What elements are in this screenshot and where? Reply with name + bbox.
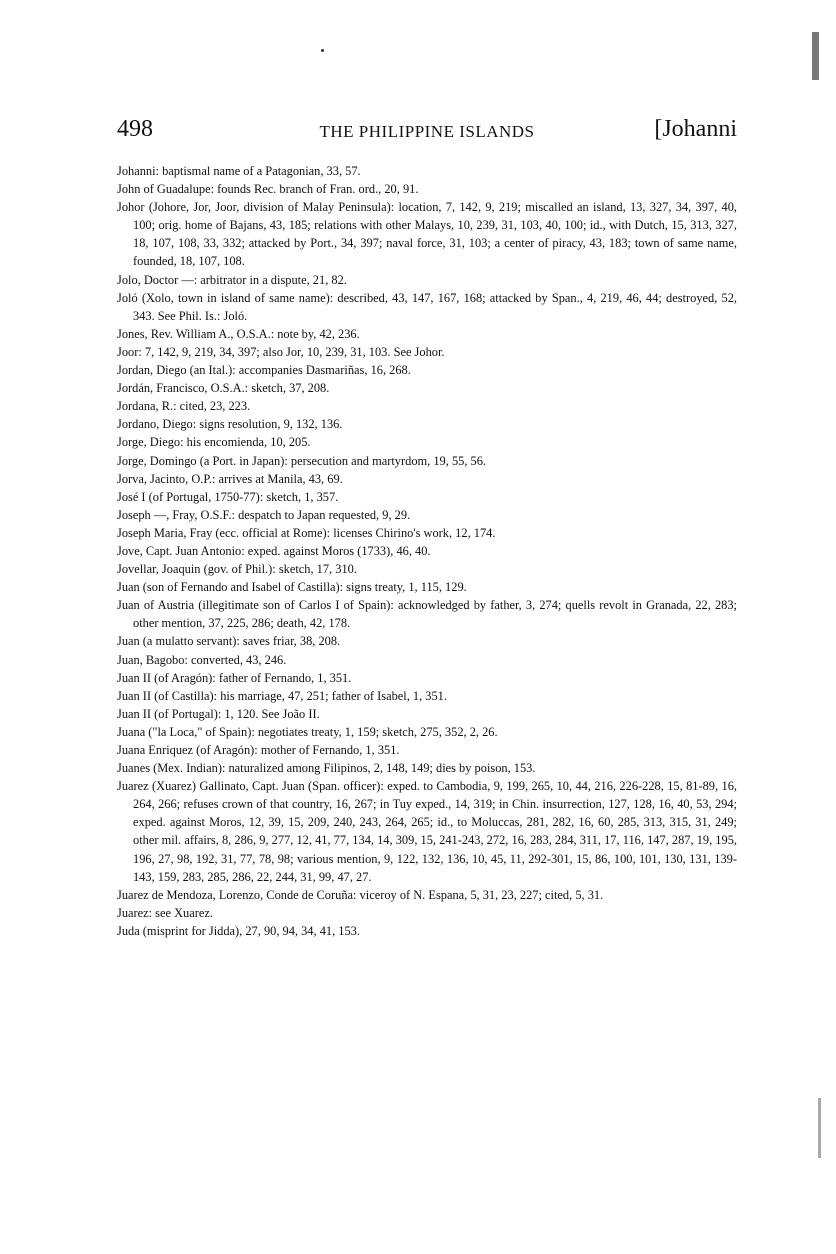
index-entry: Joseph Maria, Fray (ecc. official at Rome): licenses Chirino's work, 12, 174.	[117, 525, 496, 540]
index-entry: Juana Enriquez (of Aragón): mother of Fernando, 1, 351.	[117, 743, 400, 757]
index-entry: Jovellar, Joaquin (gov. of Phil.): sketch, 17, 310.	[117, 562, 357, 577]
index-entry: Juarez: see Xuarez.	[117, 905, 213, 920]
index-entry: Juana ("la Loca," of Spain): negotiates treaty, 1, 159; sketch, 275, 352, 2, 26.	[117, 724, 498, 739]
index-entry: Juan II (of Portugal): 1, 120. See João II.	[117, 706, 320, 721]
index-entry: Johanni: baptismal name of a Patagonian, 33, 57.	[117, 164, 361, 178]
scan-edge-mark	[812, 32, 819, 80]
page-number: 498	[117, 116, 153, 142]
index-entry: Juanes (Mex. Indian): naturalized among Filipinos, 2, 148, 149; dies by poison, 153.	[117, 761, 536, 776]
index-entry: Jorge, Domingo (a Port. in Japan): persecution and martyrdom, 19, 55, 56.	[117, 453, 487, 468]
index-entry: John of Guadalupe: founds Rec. branch of Fran. ord., 20, 91.	[117, 182, 419, 197]
index-entry: Jordano, Diego: signs resolution, 9, 132, 136.	[117, 417, 343, 432]
index-entry: Jove, Capt. Juan Antonio: exped. against Moros (1733), 46, 40.	[117, 543, 431, 558]
catchword: [Johanni	[654, 116, 737, 142]
index-entry: Jones, Rev. William A., O.S.A.: note by, 42, 236.	[117, 326, 360, 341]
index-entry: Juan (a mulatto servant): saves friar, 38, 208.	[117, 634, 341, 649]
index-entry: Jolo, Doctor —: arbitrator in a dispute, 21, 82.	[117, 272, 347, 287]
index-entry: Jordana, R.: cited, 23, 223.	[117, 399, 251, 414]
index-entries	[117, 162, 737, 940]
index-entry: Jordán, Francisco, O.S.A.: sketch, 37, 208.	[117, 381, 330, 396]
index-entry: Juarez (Xuarez) Gallinato, Capt. Juan (Span. officer): exped. to Cambodia, 9, 199, 265, 10, 44, 216, 226-228, 15, 81-89, 16, 264, 266; refuses crown of that country, 16, 267; in Tuy exped., 14, 319; in Chin. insurrection, 127, 128, 16, 40, 53, 294; exped. against Moros, 12, 39, 15, 209, 240, 243, 264, 265; id., to Moluccas, 281, 282, 16, 60, 285, 313, 315, 31, 249; other mil. affairs, 8, 286, 9, 277, 12, 41, 77, 134, 14, 309, 15, 241-243, 272, 16, 283, 284, 311, 17, 116, 147, 287, 19, 195, 196, 27, 98, 192, 31, 77, 78, 98; various mention, 9, 122, 132, 136, 10, 45, 11, 292-301, 15, 86, 100, 101, 130, 131, 139-143, 159, 283, 285, 286, 22, 244, 31, 99, 47, 27.	[117, 779, 737, 884]
index-entry: Joló (Xolo, town in island of same name): described, 43, 147, 167, 168; attacked by Span., 4, 219, 46, 44; destroyed, 52, 343. See Phil. Is.: Joló.	[117, 290, 737, 323]
index-entry: Jorva, Jacinto, O.P.: arrives at Manila, 43, 69.	[117, 471, 343, 486]
index-entry: Juan (son of Fernando and Isabel of Castilla): signs treaty, 1, 115, 129.	[117, 580, 467, 595]
index-entry: Joor: 7, 142, 9, 219, 34, 397; also Jor, 10, 239, 31, 103. See Johor.	[117, 344, 445, 359]
index-entry: Juan of Austria (illegitimate son of Carlos I of Spain): acknowledged by father, 3, 274; quells revolt in Granada, 22, 283; other mention, 37, 225, 286; death, 42, 178.	[117, 598, 737, 631]
running-title: THE PHILIPPINE ISLANDS	[319, 122, 535, 141]
index-entry: Jordan, Diego (an Ital.): accompanies Dasmariñas, 16, 268.	[117, 363, 411, 378]
index-entry: José I (of Portugal, 1750-77): sketch, 1, 357.	[117, 489, 339, 504]
scan-edge-mark	[818, 1098, 821, 1158]
index-entry: Joseph —, Fray, O.S.F.: despatch to Japan requested, 9, 29.	[117, 507, 411, 522]
index-entry: Juan II (of Aragón): father of Fernando, 1, 351.	[117, 670, 352, 685]
index-entry: Juarez de Mendoza, Lorenzo, Conde de Coruña: viceroy of N. Espana, 5, 31, 23, 227; cited, 5, 31.	[117, 887, 604, 902]
page-header	[117, 116, 737, 146]
index-entry: Johor (Johore, Jor, Joor, division of Malay Peninsula): location, 7, 142, 9, 219; miscalled an island, 13, 327, 34, 397, 40, 100; orig. home of Bajans, 43, 185; relations with other Malays, 10, 239, 31, 103, 40, 100; id., with Dutch, 15, 313, 327, 18, 107, 108, 33, 332; attacked by Port., 34, 397; naval force, 31, 103; a center of piracy, 43, 183; town of same name, founded, 18, 107, 108.	[117, 200, 737, 269]
scan-speck	[321, 49, 324, 52]
index-entry: Juan II (of Castilla): his marriage, 47, 251; father of Isabel, 1, 351.	[117, 688, 447, 703]
index-entry: Jorge, Diego: his encomienda, 10, 205.	[117, 435, 311, 450]
index-entry: Juda (misprint for Jidda), 27, 90, 94, 34, 41, 153.	[117, 923, 360, 938]
index-entry: Juan, Bagobo: converted, 43, 246.	[117, 652, 287, 667]
